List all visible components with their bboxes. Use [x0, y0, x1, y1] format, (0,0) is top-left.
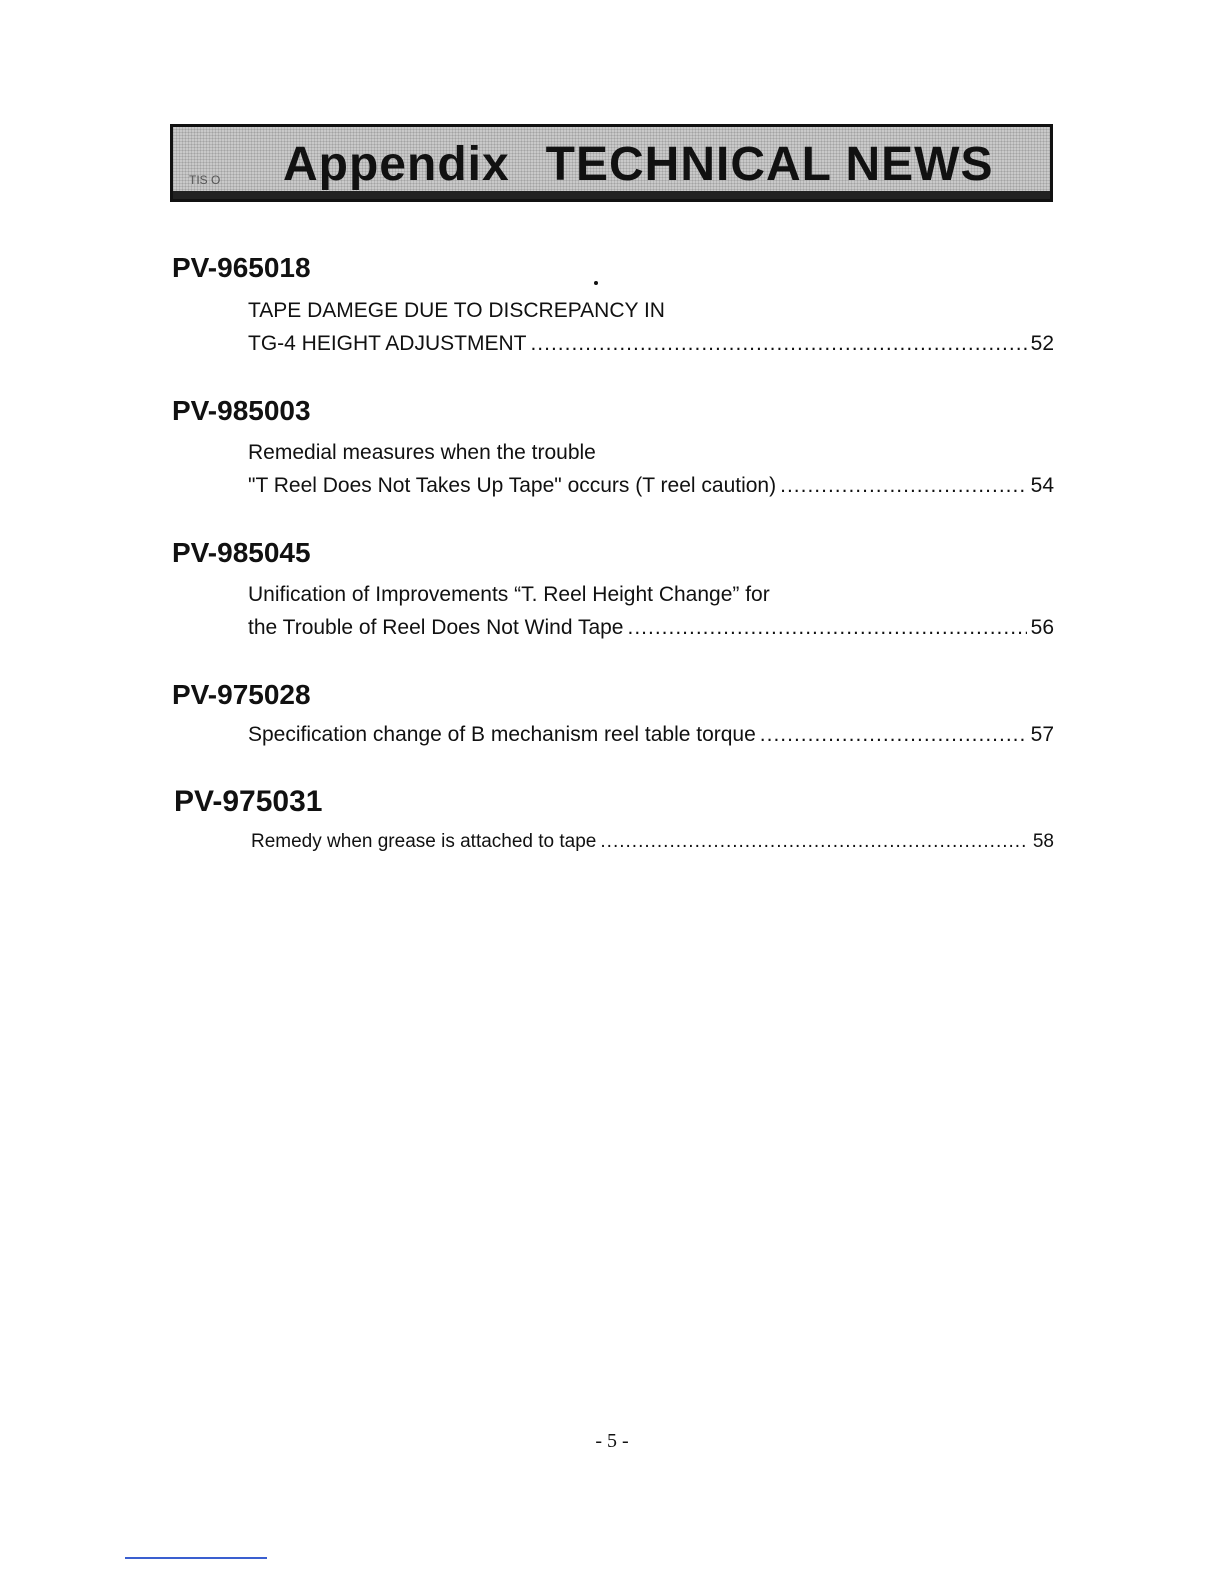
page-number: 57 — [1030, 723, 1054, 746]
toc-line[interactable] — [248, 616, 1054, 640]
entry-title-line: TAPE DAMEGE DUE TO DISCREPANCY IN — [248, 299, 665, 322]
entry-title-line: "T Reel Does Not Takes Up Tape" occurs (T reel caution) — [248, 474, 777, 497]
page-number: 54 — [1030, 474, 1054, 497]
toc-line[interactable] — [251, 831, 1054, 853]
page-number: 58 — [1032, 831, 1054, 852]
scan-underline-mark — [125, 1557, 267, 1559]
entry-title-line: Unification of Improvements “T. Reel Height Change” for — [248, 583, 770, 606]
banner-title-word1: Appendix — [283, 138, 510, 191]
entry-title-line: Remedy when grease is attached to tape — [251, 831, 597, 852]
entry-code: PV-965018 — [172, 252, 311, 283]
stray-dot — [594, 281, 598, 285]
page-footer-number: - 5 - — [595, 1430, 629, 1452]
dot-leader — [628, 616, 1027, 640]
banner-bottom-bar — [173, 191, 1050, 199]
toc-line[interactable] — [248, 723, 1054, 747]
entry-title-line: TG-4 HEIGHT ADJUSTMENT — [248, 332, 527, 355]
toc-line[interactable] — [248, 332, 1054, 356]
appendix-banner — [170, 124, 1053, 202]
dot-leader — [530, 332, 1026, 356]
entry-title-line: Remedial measures when the trouble — [248, 441, 596, 464]
banner-title — [283, 137, 993, 192]
entry-code: PV-985003 — [172, 395, 311, 426]
entry-code: PV-975031 — [174, 785, 323, 818]
entry-code: PV-985045 — [172, 537, 311, 568]
page-number: 52 — [1030, 332, 1054, 355]
toc-line[interactable] — [248, 474, 1054, 498]
dot-leader — [780, 474, 1027, 498]
banner-small-label: TIS O — [189, 173, 221, 187]
dot-leader — [600, 831, 1028, 853]
dot-leader — [760, 723, 1027, 747]
entry-code: PV-975028 — [172, 679, 311, 710]
entry-title-line: Specification change of B mechanism reel table torque — [248, 723, 756, 746]
page-number: 56 — [1030, 616, 1054, 639]
entry-title-line: the Trouble of Reel Does Not Wind Tape — [248, 616, 624, 639]
banner-title-word2: TECHNICAL NEWS — [545, 138, 994, 191]
